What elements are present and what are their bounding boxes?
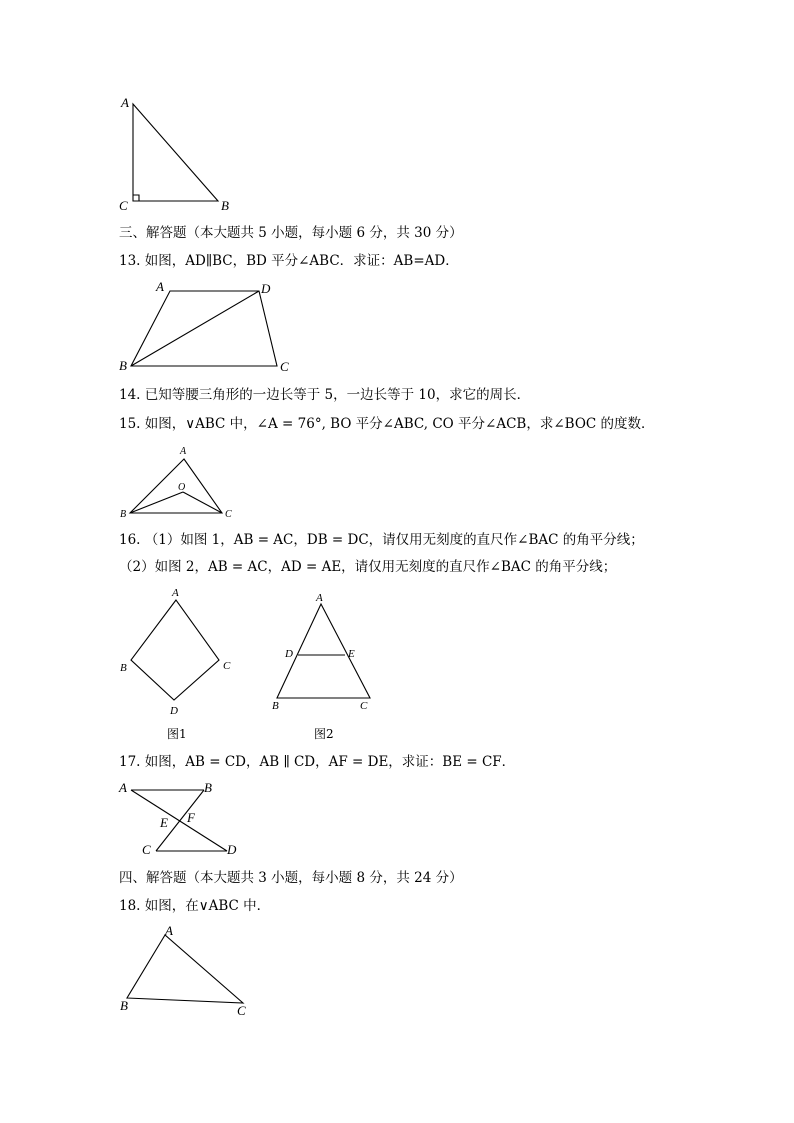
q16-part2-text: （2）如图 2，AB = AC，AD = AE，请仅用无刻度的直尺作∠BAC 的角平分线； (119, 559, 617, 575)
vertex-label-e: E (348, 648, 355, 660)
q18-text: 18. 如图，在∨ABC 中． (119, 898, 271, 914)
vertex-label-a: A (156, 279, 164, 294)
vertex-label-c: C (223, 660, 231, 672)
vertex-label-c: C (142, 842, 151, 857)
vertex-label-e: E (160, 815, 168, 830)
q16-part1-text: 16. （1）如图 1，AB = AC，DB = DC，请仅用无刻度的直尺作∠BAC 的角平分线； (119, 532, 644, 548)
section4-heading: 四、解答题（本大题共 3 小题，每小题 8 分，共 24 分） (119, 870, 463, 886)
vertex-label-b: B (272, 700, 279, 712)
vertex-label-a: A (172, 587, 179, 599)
vertex-label-b: B (204, 780, 212, 795)
vertex-label-c: C (119, 198, 128, 213)
vertex-label-c: C (280, 359, 289, 374)
q18-triangle-figure (127, 935, 243, 1003)
q14-text: 14. 已知等腰三角形的一边长等于 5，一边长等于 10，求它的周长． (119, 387, 531, 403)
vertex-label-b: B (221, 198, 229, 213)
vertex-label-a: A (119, 780, 127, 795)
vertex-label-a: A (165, 923, 173, 938)
q16-fig1-kite (131, 600, 219, 700)
vertex-label-d: D (261, 281, 271, 296)
vertex-label-d: D (170, 705, 178, 717)
vertex-label-d: D (227, 842, 237, 857)
right-triangle-figure (133, 104, 218, 201)
vertex-label-b: B (120, 998, 128, 1013)
q15-text: 15. 如图，∨ABC 中，∠A = 76°, BO 平分∠ABC, CO 平分∠ACB，求∠BOC 的度数． (119, 416, 655, 432)
vertex-label-b: B (120, 509, 127, 520)
vertex-label-a: A (180, 446, 187, 457)
section3-heading: 三、解答题（本大题共 5 小题，每小题 6 分，共 30 分） (119, 225, 463, 241)
vertex-label-a: A (316, 592, 323, 604)
figure-2-caption: 图2 (314, 727, 334, 741)
q13-text: 13. 如图，AD∥BC，BD 平分∠ABC．求证：AB=AD． (119, 253, 459, 269)
vertex-label-o: O (178, 482, 186, 493)
vertex-label-b: B (120, 662, 127, 674)
vertex-label-a: A (121, 95, 129, 110)
vertex-label-c: C (237, 1003, 246, 1018)
q15-triangle-figure (130, 459, 222, 513)
vertex-label-c: C (225, 509, 232, 520)
q17-text: 17. 如图，AB = CD，AB ∥ CD，AF = DE，求证：BE = CF． (119, 754, 516, 770)
vertex-label-f: F (187, 810, 195, 825)
vertex-label-c: C (360, 700, 368, 712)
vertex-label-b: B (119, 358, 127, 373)
figure-1-caption: 图1 (167, 727, 187, 741)
q13-trapezoid-figure (131, 291, 277, 366)
vertex-label-d: D (285, 648, 293, 660)
